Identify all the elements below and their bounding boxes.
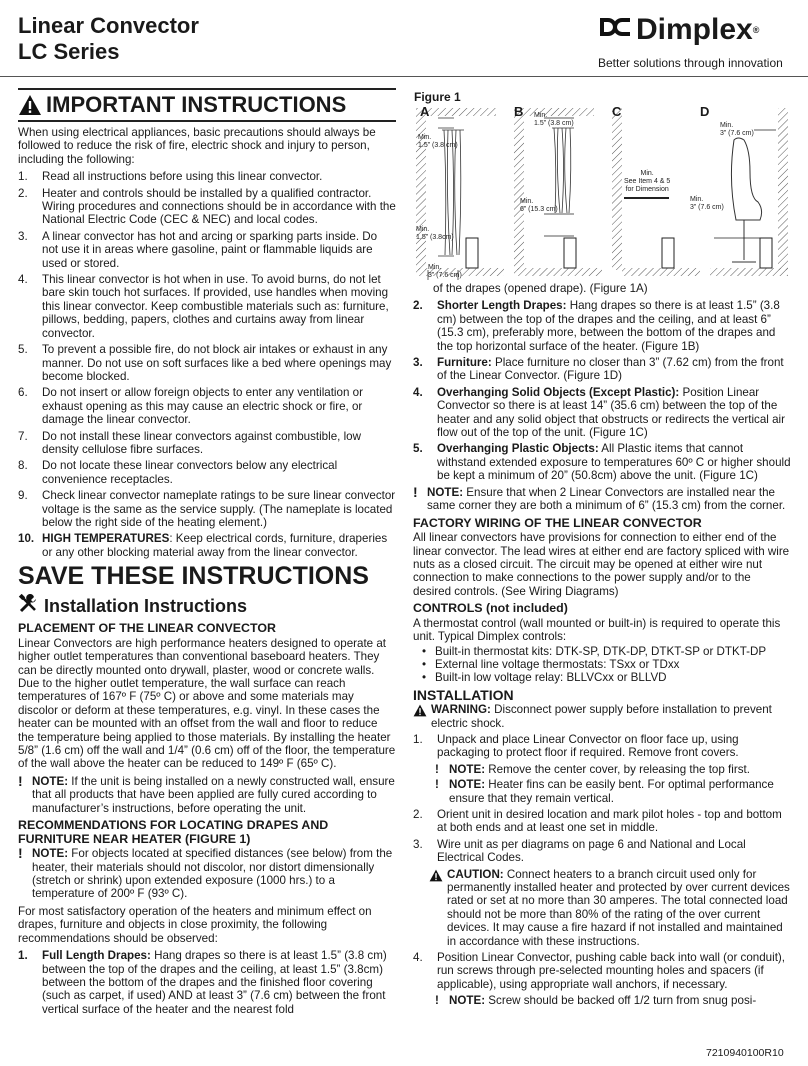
save-instructions-heading: SAVE THESE INSTRUCTIONS xyxy=(18,562,369,591)
figure-panel-label: C xyxy=(612,104,622,119)
dimension-label: Min. 6” (15.3 cm) xyxy=(520,198,558,213)
list-item: 5. To prevent a possible fire, do not block air intakes or exhaust in any manner. Do not use on soft surfaces like a bed where openings may become blocked. xyxy=(18,343,392,383)
list-item: 10. HIGH TEMPERATURES: Keep electrical cords, furniture, draperies or any other blocking material away from the linear convector. xyxy=(18,532,388,559)
step1-note: ! NOTE: Heater fins can be easily bent. For optimal performance ensure that they remain vertical. xyxy=(435,778,774,805)
controls-heading: CONTROLS (not included) xyxy=(413,601,568,616)
recommend-list-continued xyxy=(413,299,791,482)
important-heading xyxy=(18,88,396,122)
installation-instructions-heading: Installation Instructions xyxy=(18,594,396,618)
installation-caution: CAUTION: Connect heaters to a branch circuit used only for permanently installed heater and protected by over current devices rated or set at no more than 30 amperes. The total connected load should not be more than 80% of the rating of the over current devices. It may cause a fire hazard if not installed and maintained in accordance with these instructions. xyxy=(429,868,791,948)
list-item: 4. Position Linear Convector, pushing cable back into wall (or conduit), run screws through pre-selected mounting holes and spacers (if applicable), using appropriate wall anchors, if necessary. xyxy=(413,951,786,991)
dimension-label: Min. 3” (7.6 cm) xyxy=(720,122,754,137)
controls-list xyxy=(413,645,791,685)
exclamation-icon: ! xyxy=(435,994,439,1008)
doc-subtitle: LC Series xyxy=(18,39,120,64)
installation-steps xyxy=(413,951,791,991)
placement-body: Linear Convectors are high performance heaters designed to operate at higher outlet temperatures than conventional baseboard heaters. They can be directly mounted onto drywall, plaster, wood or concrete walls. Due to the higher outlet temperature, the wall surface can reach temperatures of 167º F (75º C) or above and some materials may discolor or deform at these temperatures, e.g. vinyl. In these cases the heater can be mounted with an offset from the wall and floor to reduce the temperature being applied to those materials. By installing the heater 5/8” (1.6 cm) off the wall and 1/4” (0.6 cm) off of the floor, the temperature of the wall above the heater can be reduced to 149º F (65º C). xyxy=(18,636,396,771)
step1-note: ! NOTE: Remove the center cover, by releasing the top first. xyxy=(435,762,750,776)
warning-triangle-icon xyxy=(18,94,42,116)
list-item: 1. Read all instructions before using this linear convector. xyxy=(18,170,323,184)
brand-logo xyxy=(598,14,759,46)
figure-panel-label: A xyxy=(420,104,430,119)
right-column xyxy=(413,282,791,1010)
list-item: 3. A linear convector has hot and arcing or sparking parts inside. Do not use it in areas where gasoline, paint or flammable liquids are used or stored. xyxy=(18,229,378,270)
header-divider xyxy=(0,76,808,77)
list-item: 1. Unpack and place Linear Convector on floor face up, using packaging to protect floor if required. Remove front covers. xyxy=(413,732,739,760)
list-item: • Built-in thermostat kits: DTK-SP, DTK-DP, DTKT-SP or DTKT-DP xyxy=(421,644,767,658)
list-item: 3. Wire unit as per diagrams on page 6 and National and Local Electrical Codes. xyxy=(413,837,746,865)
figure-panel-label: D xyxy=(700,104,710,119)
exclamation-icon: ! xyxy=(18,845,23,862)
list-item: 2. Heater and controls should be installed by a qualified contractor. Wiring procedures and connections should be in accordance with the National Electric Code (CEC & NEC) and local codes. xyxy=(18,186,396,227)
installation-warning: WARNING: Disconnect power supply before installation to prevent electric shock. xyxy=(413,703,791,730)
figure-1 xyxy=(414,90,792,280)
recommend-para: For most satisfactory operation of the heaters and minimum effect on drapes, furniture and objects in close proximity, the following recommendations should be observed: xyxy=(18,904,372,945)
recommend-note: ! NOTE: For objects located at specified distances (see below) from the heater, their materials should not discolor, nor distort dimensionally (stretch or shrink) upon extended exposure (1000 hrs.) to a temperature of 200º F (93º C). xyxy=(18,845,393,901)
placement-note: ! NOTE: If the unit is being installed on a newly constructed wall, ensure that all products that have been applied are fully cured according to manufacturer’s instructions, before operating the unit. xyxy=(18,772,395,815)
list-item: 5. Overhanging Plastic Objects: All Plastic items that cannot withstand extended exposure to temperatures 60º C or higher should be kept a minimum of 20” (50.8cm) above the unit. (Figure 1C) xyxy=(413,442,791,483)
dimplex-logo-icon xyxy=(598,14,632,46)
list-item: 8. Do not locate these linear convectors below any electrical convenience receptacles. xyxy=(18,459,338,486)
installation-heading: INSTALLATION xyxy=(413,686,514,703)
exclamation-icon: ! xyxy=(435,762,439,776)
list-item: 2. Shorter Length Drapes: Hang drapes so there is at least 1.5” (3.8 cm) between the top of the drapes and the ceiling, and at least 6” (15.3 cm), preferably more, between the bottom of the drapes and the top horizontal surface of the heater. (Figure 1B) xyxy=(413,299,780,353)
list-item: 4. This linear convector is hot when in use. To avoid burns, do not let bare skin touch hot surfaces. If provided, use handles when moving this linear convector. Keep combustible materials such as: furniture, pillows, bedding, papers, clothes and curtains away from linear convector. xyxy=(18,273,389,340)
list-item: 6. Do not insert or allow foreign objects to enter any ventilation or exhaust opening as this may cause an electric shock or fire, or damage the linear convector. xyxy=(18,386,363,427)
important-title: IMPORTANT INSTRUCTIONS xyxy=(46,92,347,117)
figure-continuation-text: of the drapes (opened drape). (Figure 1A) xyxy=(433,282,648,295)
figure-1-drawing xyxy=(414,90,792,280)
controls-body: A thermostat control (wall mounted or built-in) is required to operate this unit. Typical Dimplex controls: xyxy=(413,616,781,644)
warning-triangle-icon xyxy=(413,704,427,717)
installation-steps xyxy=(413,808,791,865)
list-item: • External line voltage thermostats: TSxx or TDxx xyxy=(421,657,680,671)
list-item: • Built-in low voltage relay: BLLVCxx or BLLVD xyxy=(421,671,667,685)
wrench-screwdriver-icon xyxy=(18,594,40,618)
dimension-label: Min. See Item 4 & 5 for Dimension xyxy=(624,170,671,193)
list-item: 1. Full Length Drapes: Hang drapes so there is at least 1.5” (3.8 cm) between the top of the drapes and the ceiling, at least 1.5” (3.8cm) between the bottom of the drapes and the finished floor covering (such as carpet, if used) AND at least 3” (7.6 cm) between the front vertical surface of the heater and the nearest fold xyxy=(18,949,387,1016)
list-item: 4. Overhanging Solid Objects (Except Plastic): Position Linear Convector so there is at least 14” (35.6 cm) between the top of the heater and any solid object that obstructs or redirects the vertical air flow out of the top of the unit. (Figure 1C) xyxy=(413,385,785,440)
brand-name: Dimplex® xyxy=(636,13,760,46)
list-item: 2. Orient unit in desired location and mark pilot holes - top and bottom at both ends and at least one set in middle. xyxy=(413,808,782,835)
factory-wiring-heading: FACTORY WIRING OF THE LINEAR CONVECTOR xyxy=(413,515,702,530)
recommend-heading: RECOMMENDATIONS FOR LOCATING DRAPES AND FURNITURE NEAR HEATER (FIGURE 1) xyxy=(18,818,329,846)
installation-steps xyxy=(413,733,791,760)
step4-note: ! NOTE: Screw should be backed off 1/2 turn from snug posi- xyxy=(435,994,757,1008)
figure-title: Figure 1 xyxy=(414,90,461,104)
dimension-label: Min. 1.5” (3.8cm) xyxy=(416,226,454,241)
dimension-label: Min. 3” (7.6 cm) xyxy=(428,264,462,279)
exclamation-icon: ! xyxy=(413,483,418,500)
exclamation-icon: ! xyxy=(435,778,439,792)
dimension-label: Min. 1.5” (3.8 cm) xyxy=(418,134,458,149)
doc-title: Linear Convector xyxy=(18,13,199,38)
dimension-label: Min. 1.5” (3.8 cm) xyxy=(534,112,574,127)
brand-tagline: Better solutions through innovation xyxy=(598,56,783,70)
important-list xyxy=(18,170,396,559)
factory-wiring-body: All linear convectors have provisions for connection to either end of the linear convector. The lead wires at either end are factory spliced with wire nuts as a closed circuit. The circuit may be opened at either wire nut connection to make connections to the power supply and/or to the desired controls. (See Wiring Diagrams) xyxy=(413,531,790,598)
figure-panel-label: B xyxy=(514,104,524,119)
left-column xyxy=(18,88,396,1019)
recommend-list xyxy=(18,949,396,1016)
exclamation-icon: ! xyxy=(18,772,23,789)
corner-note: ! NOTE: Ensure that when 2 Linear Convectors are installed near the same corner they are both a minimum of 6” (15.3 cm) from the corner. xyxy=(413,483,786,513)
document-number: 7210940100R10 xyxy=(706,1047,784,1059)
placement-heading: PLACEMENT OF THE LINEAR CONVECTOR xyxy=(18,621,276,636)
list-item: 3. Furniture: Place furniture no closer than 3” (7.62 cm) from the front of the Linear Convector. (Figure 1D) xyxy=(413,356,784,383)
important-intro: When using electrical appliances, basic precautions should always be followed to reduce the risk of fire, electric shock and injury to person, including the following: xyxy=(18,126,376,166)
list-item: 7. Do not install these linear convectors against combustible, low density cellulose fibre surfaces. xyxy=(18,429,361,456)
dimension-label: Min. 3” (7.6 cm) xyxy=(690,196,724,211)
warning-triangle-icon xyxy=(429,869,443,882)
list-item: 9. Check linear convector nameplate ratings to be sure linear convector voltage is the same as the service supply. (The nameplate is located below the right side of the heating element.) xyxy=(18,489,396,529)
